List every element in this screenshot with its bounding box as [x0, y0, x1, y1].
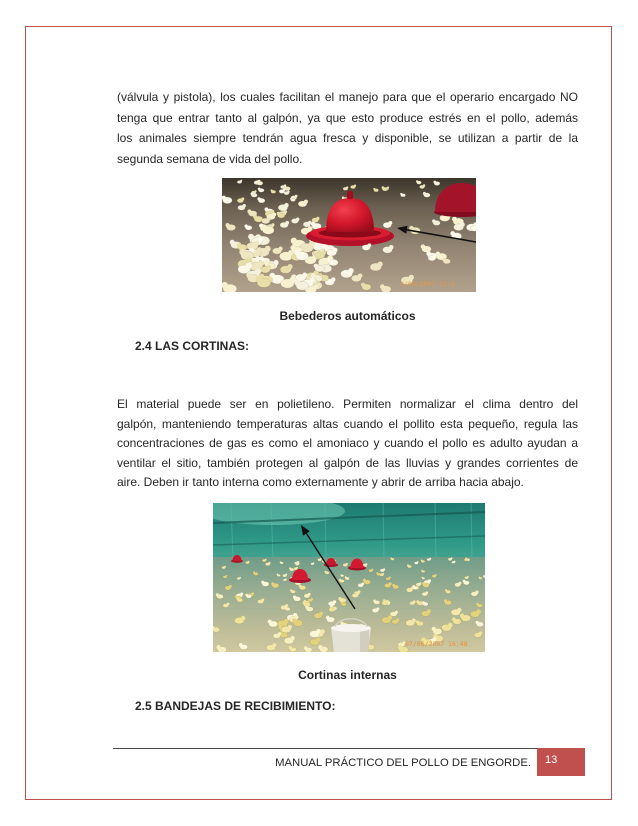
chick — [464, 558, 468, 561]
chick-head — [466, 558, 467, 559]
chick-head — [279, 247, 283, 251]
chick-head — [319, 612, 323, 616]
chick-head — [268, 562, 270, 564]
chick-head — [318, 645, 322, 649]
chick-head — [358, 274, 363, 279]
chick-head — [476, 621, 479, 624]
chick-head — [245, 224, 248, 227]
chick-head — [241, 616, 245, 620]
chick-head — [457, 608, 461, 612]
chick-head — [413, 600, 416, 603]
chick-head — [271, 189, 273, 191]
chick-head — [268, 620, 272, 624]
chick-head — [376, 607, 379, 610]
chick-head — [316, 629, 321, 634]
chick-head — [245, 594, 248, 597]
chick-head — [314, 264, 319, 269]
chick-head — [340, 574, 341, 575]
chick-body — [471, 226, 476, 232]
chick-head — [296, 218, 299, 221]
chick-head — [476, 603, 479, 606]
chick-head — [479, 631, 482, 634]
chick-head — [267, 265, 272, 270]
chick-head — [386, 600, 389, 603]
chick-head — [261, 581, 264, 584]
chick-head — [433, 181, 436, 184]
chick-head — [361, 283, 365, 287]
chick-head — [227, 603, 230, 606]
chick-head — [277, 574, 279, 576]
chick-head — [426, 251, 431, 256]
chick-head — [339, 579, 341, 581]
chick-head — [285, 578, 287, 580]
chick-head — [396, 618, 399, 621]
chick-head — [429, 558, 431, 560]
chick-head — [333, 248, 338, 253]
chick-head — [320, 629, 324, 633]
chick-head — [454, 561, 456, 563]
chick-head — [363, 579, 366, 582]
chick-head — [216, 645, 220, 649]
chick-head — [311, 273, 316, 278]
chick-head — [256, 277, 262, 283]
figure-caption-cortinas: Cortinas internas — [298, 668, 397, 682]
chick-head — [295, 195, 298, 198]
footer-rule — [113, 748, 537, 749]
chick-head — [346, 563, 348, 565]
chick-head — [277, 212, 280, 215]
chick-head — [421, 560, 423, 562]
chick — [421, 577, 425, 580]
chick-head — [226, 223, 230, 227]
chick-head — [378, 262, 383, 267]
chick-head — [293, 596, 296, 599]
chick-head — [345, 576, 347, 578]
chick-head — [290, 589, 292, 591]
chick-head — [426, 591, 429, 594]
chick-head — [239, 643, 243, 647]
photo-timestamp: 2/06/2007 12:5 — [400, 280, 455, 288]
chick-head — [475, 591, 478, 594]
chick-head — [295, 280, 301, 286]
chick-head — [392, 584, 395, 587]
chick-head — [417, 561, 419, 563]
chick-head — [258, 188, 261, 191]
section-heading-cortinas: 2.4 LAS CORTINAS: — [135, 339, 250, 353]
chick-head — [389, 582, 392, 585]
chick-head — [448, 623, 453, 628]
chick-head — [373, 188, 375, 190]
chick-head — [452, 617, 456, 621]
chick-head — [236, 597, 239, 600]
chick-head — [411, 587, 414, 590]
chick-head — [304, 200, 308, 204]
paragraph-bebederos — [117, 87, 578, 169]
chick-head — [445, 589, 447, 591]
chick-head — [316, 638, 320, 642]
paragraph-line: ventilar el sitio, también protegen al galpón de las lluvias y grandes corrientes de — [117, 455, 578, 470]
page-number-box — [537, 748, 585, 776]
chick-head — [258, 260, 264, 266]
chick-head — [265, 207, 269, 211]
chick-head — [459, 582, 462, 585]
bucket-lid — [331, 624, 371, 632]
chick-head — [240, 593, 243, 596]
chick-head — [311, 598, 313, 600]
chick-head — [460, 613, 464, 617]
chick-head — [333, 606, 336, 609]
chick-head — [333, 600, 336, 603]
chick-head — [398, 645, 402, 649]
chick-head — [422, 582, 425, 585]
chick-head — [419, 582, 421, 584]
chick-head — [248, 561, 250, 563]
chick-head — [365, 563, 367, 565]
chick-head — [239, 577, 241, 579]
photo-cortinas — [213, 503, 485, 652]
chick-head — [371, 569, 373, 571]
footer-title: MANUAL PRÁCTICO DEL POLLO DE ENGORDE. — [275, 757, 531, 769]
paragraph-line: El material puede ser en polietileno. Permiten normalizar el clima dentro del — [117, 397, 578, 411]
chick-head — [296, 567, 298, 569]
chick-head — [288, 625, 292, 629]
chick-head — [382, 186, 385, 189]
chick-head — [416, 180, 418, 182]
chick-head — [287, 264, 292, 269]
chick-head — [246, 263, 252, 269]
chick-head — [313, 562, 315, 564]
chick-head — [341, 602, 343, 604]
chick-head — [284, 203, 288, 207]
chick-head — [416, 620, 419, 623]
chick-head — [383, 568, 385, 570]
chick-head — [289, 646, 292, 649]
chick-head — [265, 246, 271, 252]
chick-head — [226, 575, 228, 577]
figure-caption-bebederos: Bebederos automáticos — [279, 309, 416, 323]
chick-head — [467, 576, 469, 578]
paragraph-line: (válvula y pistola), los cuales facilitan el manejo para que el operario encargado NO — [117, 90, 578, 104]
section-heading-bandejas: 2.5 BANDEJAS DE RECIBIMIENTO: — [135, 699, 336, 713]
chick-head — [421, 244, 425, 248]
chick-head — [479, 577, 481, 579]
chick-head — [290, 198, 292, 200]
chick-head — [240, 180, 242, 182]
photo-bebederos — [222, 178, 476, 292]
chick-head — [271, 223, 274, 226]
chick-head — [243, 204, 246, 207]
chick-head — [284, 210, 287, 213]
chick-head — [246, 273, 251, 278]
chick-head — [452, 217, 457, 222]
chick-head — [451, 557, 453, 559]
chick-head — [373, 600, 376, 603]
chick-head — [376, 572, 378, 574]
paragraph-line: tenga que entrar tanto al galpón, ya que esto produce estrés en el pollo, además — [117, 110, 578, 125]
chick-head — [237, 243, 241, 247]
paragraph-line: concentraciones de gas es como el amoniaco y cuando el pollo es adulto ayudan a — [117, 436, 578, 450]
chick-head — [302, 273, 307, 278]
chick-head — [248, 234, 254, 240]
chick-head — [421, 577, 422, 578]
chick-head — [328, 258, 332, 262]
paragraph-cortinas — [117, 395, 578, 493]
bucket-shade — [360, 628, 369, 652]
chick-head — [428, 579, 431, 582]
paragraph-line: aire. Deben ir tanto interna como externamente y abrir de arriba hacia abajo. — [117, 475, 524, 489]
chick-head — [251, 192, 254, 195]
chick-head — [390, 557, 392, 559]
paragraph-line: galpón, manteniendo temperaturas altas cuando el pollito esta pequeño, regula las — [117, 416, 578, 431]
chick-head — [224, 566, 226, 568]
chick-head — [316, 217, 319, 220]
paragraph-line: los animales siempre tendrán agua fresca y disponible, se utilizan a partir de la — [117, 131, 578, 145]
chick-head — [261, 224, 266, 229]
chick-head — [229, 585, 232, 588]
chick-head — [331, 277, 335, 281]
drinker-knob — [347, 191, 353, 199]
chick-head — [252, 592, 255, 595]
chick-head — [435, 574, 437, 576]
chick-head — [422, 601, 425, 604]
chick-head — [395, 611, 398, 614]
chick-head — [308, 226, 313, 231]
chick-head — [326, 616, 330, 620]
paragraph-line: segunda semana de vida del pollo. — [117, 151, 303, 166]
chick-head — [407, 564, 409, 566]
chick-head — [230, 240, 235, 245]
chick-head — [354, 185, 356, 187]
chick-head — [442, 258, 445, 261]
chick-head — [255, 268, 261, 274]
chick-head — [257, 247, 263, 253]
chick-head — [460, 222, 465, 227]
chick-head — [321, 250, 326, 255]
chick-head — [348, 268, 353, 273]
chick-head — [362, 583, 365, 586]
chick-head — [324, 571, 326, 573]
chick-head — [432, 627, 436, 631]
chick-head — [267, 217, 271, 221]
chick-head — [259, 236, 264, 241]
chick-head — [272, 213, 276, 217]
chick-head — [239, 249, 245, 255]
chick-head — [292, 618, 296, 622]
chick-head — [280, 561, 282, 563]
chick-head — [427, 609, 431, 613]
chick-head — [289, 567, 291, 569]
chick-head — [272, 643, 276, 647]
chick-head — [308, 593, 311, 596]
chick-head — [444, 599, 447, 602]
chick-head — [253, 572, 255, 574]
chick-body — [483, 575, 485, 578]
chick-head — [284, 186, 287, 189]
chick-head — [256, 180, 259, 183]
chick-head — [295, 250, 301, 256]
chick-head — [423, 184, 425, 186]
chick-head — [346, 186, 348, 188]
chick-head — [298, 562, 300, 564]
chick-head — [290, 636, 294, 640]
chick-head — [299, 585, 302, 588]
chick-head — [284, 619, 289, 624]
chick-head — [412, 618, 416, 622]
chick-head — [305, 606, 308, 609]
chick-head — [389, 221, 393, 225]
chick-head — [338, 597, 341, 600]
photo-timestamp: 07/06/2007 16:48 — [405, 640, 468, 648]
chick-head — [380, 284, 385, 289]
chick-head — [253, 215, 257, 219]
chick-head — [368, 243, 372, 247]
chick-head — [421, 570, 423, 572]
chick-head — [388, 615, 392, 619]
chick-head — [262, 599, 265, 602]
chick-head — [476, 609, 480, 613]
chick-head — [271, 582, 274, 585]
chick-head — [309, 241, 315, 247]
chick-head — [423, 192, 426, 195]
chick-head — [291, 238, 297, 244]
chick-head — [254, 241, 259, 246]
chick-head — [400, 193, 402, 195]
chick-head — [389, 245, 394, 250]
chick-head — [290, 245, 295, 250]
chick-head — [257, 197, 260, 200]
chick-head — [303, 601, 306, 604]
chick-head — [255, 190, 257, 192]
chick-head — [247, 209, 251, 213]
chick-head — [416, 600, 419, 603]
chick-head — [450, 231, 455, 236]
chick-head — [216, 593, 219, 596]
chick-head — [463, 580, 466, 583]
chick-head — [389, 577, 391, 579]
chick-head — [278, 632, 281, 635]
chick-head — [285, 574, 287, 576]
chick-head — [310, 278, 315, 283]
chick-head — [382, 573, 384, 575]
chick-head — [287, 191, 289, 193]
chick-head — [283, 189, 286, 192]
chick-head — [432, 219, 435, 222]
page-number: 13 — [545, 754, 558, 766]
chick-head — [304, 646, 307, 649]
chick — [340, 574, 344, 577]
chick-head — [433, 255, 436, 258]
chick-head — [265, 559, 267, 561]
chick-head — [356, 592, 359, 595]
chick-head — [241, 197, 244, 200]
chick-head — [311, 222, 315, 226]
chick-head — [284, 606, 286, 608]
chick-head — [285, 221, 289, 225]
